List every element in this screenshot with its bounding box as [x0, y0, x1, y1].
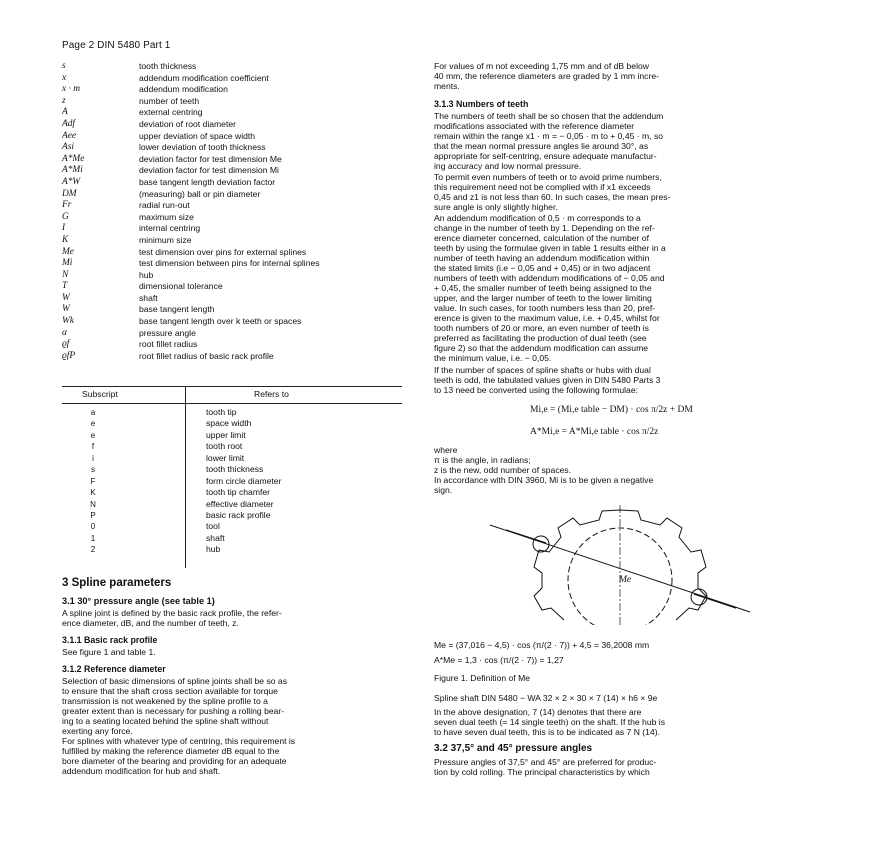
symbol-description: deviation of root diameter — [139, 118, 236, 129]
paragraph-2 — [434, 172, 670, 212]
text-line: π is the angle, in radians; — [434, 455, 531, 465]
symbol: Mi — [62, 258, 73, 269]
symbol-description: radial run-out — [139, 200, 190, 211]
symbol: Wk — [62, 316, 74, 327]
text-line: exerting any force. — [62, 726, 133, 736]
section-3-1-2-title: 3.1.2 Reference diameter — [62, 664, 166, 674]
text-line: 40 mm, the reference diameters are graded by 1 mm incre- — [434, 71, 659, 81]
refers-to-cell: tooth thickness — [206, 464, 264, 475]
symbol-description: root fillet radius — [139, 339, 198, 350]
symbol: W — [62, 292, 70, 303]
text-line: Selection of basic dimensions of spline joints shall be so as — [62, 676, 287, 686]
table-row — [62, 441, 402, 452]
refers-to-cell: lower limit — [206, 452, 245, 463]
symbol: Aee — [62, 130, 77, 141]
section-3-title: 3 Spline parameters — [62, 577, 172, 589]
symbol-row — [62, 235, 402, 247]
table-row — [62, 418, 402, 429]
text-line: change in the number of teeth by 1. Depending on the ref- — [434, 223, 655, 233]
table-row — [62, 533, 402, 544]
symbol-row — [62, 316, 402, 328]
subscript-cell: i — [92, 453, 94, 463]
symbol-description: maximum size — [139, 211, 194, 222]
section-3-2-title: 3.2 37,5° and 45° pressure angles — [434, 743, 593, 754]
section-3-1-text — [62, 608, 282, 628]
symbol-row — [62, 351, 402, 363]
text-line: To permit even numbers of teeth or to avoid prime numbers, — [434, 172, 662, 182]
subscript-cell: K — [90, 488, 96, 498]
symbol-description: deviation factor for test dimension Mi — [139, 165, 279, 176]
symbol-row — [62, 177, 402, 189]
symbol-description: dimensional tolerance — [139, 281, 223, 292]
section-3-1-title: 3.1 30° pressure angle (see table 1) — [62, 596, 215, 606]
text-line: value. In such cases, for tooth numbers less than 20, pref- — [434, 303, 656, 313]
table-row — [62, 464, 402, 475]
symbol-description: base tangent length deviation factor — [139, 176, 276, 187]
page-header: Page 2 DIN 5480 Part 1 — [62, 40, 171, 51]
text-line: ing to a seating located behind the spline shaft without — [62, 716, 269, 726]
text-line: teeth is odd, the tabulated values given in DIN 5480 Parts 3 — [434, 375, 661, 385]
text-line: this requirement need not be complied with if x1 exceeds — [434, 182, 651, 192]
section-3-1-2-text — [62, 676, 295, 776]
symbol: N — [62, 269, 69, 280]
refers-to-cell: basic rack profile — [206, 509, 271, 520]
symbol-row — [62, 73, 402, 85]
symbol: x · m — [62, 84, 80, 95]
symbol: T — [62, 281, 68, 292]
symbol: x — [62, 72, 67, 83]
symbol-row — [62, 189, 402, 201]
symbol-description: base tangent length — [139, 304, 215, 315]
symbol-description: minimum size — [139, 234, 192, 245]
section-3-1-3-title: 3.1.3 Numbers of teeth — [434, 99, 529, 109]
text-line: The numbers of teeth shall be so chosen that the addendum — [434, 111, 664, 121]
symbol-description: lower deviation of tooth thickness — [139, 142, 266, 153]
subscript-cell: F — [90, 476, 96, 486]
symbol-description: hub — [139, 269, 154, 280]
text-line: erence is given to the maximum value, i.e. + 0,45, whilst for — [434, 313, 660, 323]
symbol-row — [62, 270, 402, 282]
text-line: seven dual teeth (= 14 single teeth) on the shaft. If the hub is — [434, 717, 665, 727]
text-line: In the above designation, 7 (14) denotes that there are — [434, 707, 642, 717]
text-line: Pressure angles of 37,5° and 45° are preferred for produc- — [434, 757, 657, 767]
symbol-description: pressure angle — [139, 327, 196, 338]
symbol: A*Mi — [62, 165, 83, 176]
symbol-description: tooth thickness — [139, 61, 197, 71]
table-top-rule — [62, 386, 402, 387]
text-line: ing accuracy and low normal pressure. — [434, 161, 582, 171]
calc-me: Me = (37,016 − 4,5) · cos (π/(2 · 7)) + 4,5 = 36,2008 mm — [434, 640, 650, 650]
section-3-1-1-title: 3.1.1 Basic rack profile — [62, 635, 158, 645]
table-row — [62, 510, 402, 521]
figure-1-spline-drawing — [470, 500, 770, 625]
symbol: A — [62, 107, 68, 118]
table-row — [62, 487, 402, 498]
symbol: ϱf — [62, 339, 70, 350]
subscript-cell: f — [91, 442, 95, 452]
table-row — [62, 476, 402, 487]
symbol-row — [62, 61, 402, 73]
text-line: modifications associated with the reference diameter — [434, 121, 635, 131]
text-line: An addendum modification of 0,5 · m corresponds to a — [434, 213, 641, 223]
text-line: + 0,45, the smaller number of teeth being assigned to the — [434, 283, 652, 293]
calc-ame: A*Me = 1,3 · cos (π/(2 · 7)) = 1,27 — [434, 655, 564, 665]
symbol: K — [62, 234, 69, 245]
subscript-cell: 1 — [90, 533, 96, 543]
subscript-cell: e — [90, 419, 96, 429]
formula-mie: Mi,e = (Mi,e table − DM) · cos π/2z + DM — [530, 405, 693, 415]
text-line: to 13 need be converted using the following formulae: — [434, 385, 638, 395]
text-line: to ensure that the shaft cross section available for torque — [62, 686, 278, 696]
symbol-description: root fillet radius of basic rack profile — [139, 350, 274, 361]
symbol-description: base tangent length over k teeth or spaces — [139, 316, 302, 327]
text-line: tooth numbers of 20 or more, an even number of teeth is — [434, 323, 649, 333]
symbol-row — [62, 293, 402, 305]
table-row — [62, 544, 402, 555]
symbol: Me — [62, 246, 74, 257]
symbol-row — [62, 165, 402, 177]
symbol-list — [62, 61, 402, 362]
text-line: figure 2) so that the addendum modification can assume — [434, 343, 649, 353]
figure-1-caption: Figure 1. Definition of Me — [434, 673, 531, 683]
table-row — [62, 430, 402, 441]
table-row — [62, 453, 402, 464]
table-row — [62, 521, 402, 532]
symbol-description: deviation factor for test dimension Me — [139, 153, 282, 164]
text-line: erence diameter concerned, calculation of the number of — [434, 233, 649, 243]
symbol-row — [62, 281, 402, 293]
symbol: A*Me — [62, 153, 85, 164]
formula-amie: A*Mi,e = A*Mi,e table · cos π/2z — [530, 427, 659, 437]
text-line: appropriate for self-centring, ensure adequate manufactur- — [434, 151, 657, 161]
symbol-row — [62, 258, 402, 270]
table-header-rule — [62, 403, 402, 404]
text-line: For values of m not exceeding 1,75 mm and of dB below — [434, 61, 649, 71]
refers-to-cell: tooth root — [206, 441, 243, 452]
symbol: z — [62, 95, 66, 106]
symbol: Asi — [62, 142, 74, 153]
text-line: 0,45 and z1 is not less than 60. In such cases, the mean pres- — [434, 192, 671, 202]
paragraph-4 — [434, 365, 660, 395]
refers-to-header: Refers to — [254, 389, 289, 399]
symbol-row — [62, 328, 402, 340]
symbol-row — [62, 247, 402, 259]
symbol: Fr — [62, 200, 72, 211]
where-block — [434, 445, 653, 495]
text-line: greater extent than is necessary for pushing a rolling bear- — [62, 706, 285, 716]
subscript-cell: P — [90, 510, 96, 520]
symbol-row — [62, 154, 402, 166]
text-line: the stated limits (i.e − 0,05 and + 0,45) or in two adjacent — [434, 263, 651, 273]
text-line: A spline joint is defined by the basic rack profile, the refer- — [62, 608, 282, 618]
text-line: For splines with whatever type of centring, this requirement is — [62, 736, 296, 746]
subscript-cell: N — [90, 499, 96, 509]
subscript-table — [62, 407, 402, 556]
symbol-row — [62, 84, 402, 96]
text-line: ments. — [434, 81, 460, 91]
symbol: Adf — [62, 118, 76, 129]
subscript-cell: e — [90, 430, 96, 440]
symbol-row — [62, 304, 402, 316]
refers-to-cell: tooth tip chamfer — [206, 487, 271, 498]
text-line: sure angle is only slightly higher. — [434, 202, 558, 212]
text-line: preferred as facilitating the production of dual teeth (see — [434, 333, 647, 343]
symbol-row — [62, 96, 402, 108]
designation: Spline shaft DIN 5480 − WA 32 × 2 × 30 × 7 (14) × h6 × 9e — [434, 693, 658, 703]
subscript-header: Subscript — [82, 389, 118, 399]
refers-to-cell: tooth tip — [206, 407, 237, 417]
symbol: α — [62, 327, 67, 338]
paragraph-3 — [434, 213, 666, 363]
refers-to-cell: effective diameter — [206, 498, 274, 509]
refers-to-cell: shaft — [206, 532, 225, 543]
subscript-cell: 2 — [90, 545, 96, 555]
figure-label-me: Me — [619, 575, 632, 585]
intro-paragraph — [434, 61, 659, 91]
symbol: A*W — [62, 176, 81, 187]
text-line: bore diameter of the bearing and providing for an adequate — [62, 756, 287, 766]
refers-to-cell: form circle diameter — [206, 475, 282, 486]
text-line: upper, and the larger number of teeth to the lower limiting — [434, 293, 652, 303]
symbol: s — [62, 61, 66, 71]
text-line: sign. — [434, 485, 453, 495]
symbol-description: addendum modification coefficient — [139, 72, 269, 83]
text-line: remain within the range x1 · m = − 0,05 · m to + 0,45 · m, so — [434, 131, 664, 141]
text-line: numbers of teeth with addendum modifications of − 0,05 and — [434, 273, 665, 283]
symbol-description: test dimension between pins for internal splines — [139, 258, 320, 269]
subscript-cell: 0 — [90, 522, 96, 532]
symbol-description: (measuring) ball or pin diameter — [139, 188, 261, 199]
text-line: addendum modification for hub and shaft. — [62, 766, 221, 776]
table-row — [62, 407, 402, 418]
symbol-row — [62, 119, 402, 131]
text-line: tion by cold rolling. The principal characteristics by which — [434, 767, 650, 777]
paragraph-5 — [434, 707, 665, 737]
paragraph-6 — [434, 757, 656, 777]
text-line: the minimum value, i.e. − 0,05. — [434, 353, 552, 363]
text-line: fulfilled by making the reference diameter dB equal to the — [62, 746, 280, 756]
symbol-description: addendum modification — [139, 84, 228, 95]
text-line: teeth by using the formulae given in table 1 results either in a — [434, 243, 666, 253]
paragraph-1 — [434, 111, 663, 171]
symbol-row — [62, 107, 402, 119]
symbol-description: test dimension over pins for external splines — [139, 246, 307, 257]
symbol-description: internal centring — [139, 223, 201, 234]
text-line: number of teeth having an addendum modification within — [434, 253, 650, 263]
section-3-1-1-text: See figure 1 and table 1. — [62, 647, 156, 657]
symbol-description: external centring — [139, 107, 203, 118]
text-line: transmission is not weakened by the spline profile to a — [62, 696, 268, 706]
text-line: where — [434, 445, 458, 455]
symbol-description: shaft — [139, 292, 158, 303]
symbol: I — [62, 223, 66, 234]
text-line: to have seven dual teeth, this is to be indicated as 7 N (14). — [434, 727, 660, 737]
table-row — [62, 499, 402, 510]
symbol-row — [62, 131, 402, 143]
refers-to-cell: tool — [206, 521, 220, 532]
symbol-row — [62, 142, 402, 154]
symbol: G — [62, 211, 69, 222]
symbol: W — [62, 304, 70, 315]
text-line: z is the new, odd number of spaces. — [434, 465, 572, 475]
symbol: ϱfP — [62, 350, 76, 361]
symbol: DM — [62, 188, 77, 199]
symbol-row — [62, 339, 402, 351]
text-line: In accordance with DIN 3960, Mi is to be given a negative — [434, 475, 654, 485]
subscript-cell: s — [91, 465, 95, 475]
refers-to-cell: hub — [206, 544, 221, 555]
text-line: If the number of spaces of spline shafts or hubs with dual — [434, 365, 651, 375]
refers-to-cell: upper limit — [206, 429, 246, 440]
symbol-row — [62, 223, 402, 235]
symbol-row — [62, 200, 402, 212]
refers-to-cell: space width — [206, 418, 252, 429]
text-line: that the mean normal pressure angles lie around 30°, as — [434, 141, 649, 151]
symbol-description: number of teeth — [139, 95, 200, 106]
symbol-description: upper deviation of space width — [139, 130, 256, 141]
text-line: ence diameter, dB, and the number of teeth, z. — [62, 618, 239, 628]
symbol-row — [62, 212, 402, 224]
subscript-cell: a — [90, 408, 96, 417]
